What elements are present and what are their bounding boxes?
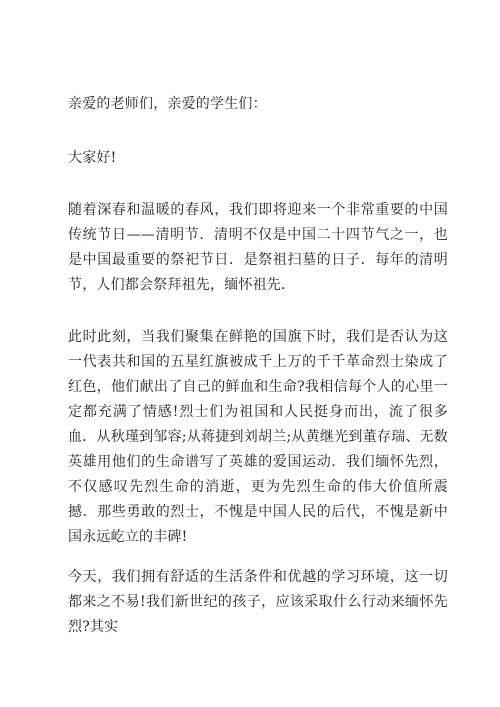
greeting-line: 亲爱的老师们，亲爱的学生们： — [68, 96, 267, 112]
paragraph-martyrs: 此时此刻，当我们聚集在鲜艳的国旗下时，我们是否认为这一代表共和国的五星红旗被成千上万的千千革命烈士染成了红色，他们献出了自己的鲜血和生命?我相信每个人的心里一定都充满了情感!烈士们为祖国和人民挺身而出，流了很多血．从秋瑾到邹容;从蒋捷到刘胡兰;从黄继光到董存瑞、无数英雄用他们的生命谱写了英雄的爱国运动．我们缅怀先烈，不仅感叹先烈生命的消逝，更为先烈生命的伟大价值所震撼．那些勇敢的烈士，不愧是中国人民的后代，不愧是新中国永远屹立的丰碑! — [68, 329, 448, 545]
paragraph-today: 今天，我们拥有舒适的生活条件和优越的学习环境，这一切都来之不易!我们新世纪的孩子，应该采取什么行动来缅怀先烈?其实 — [68, 569, 448, 635]
salutation-line: 大家好! — [68, 150, 117, 166]
paragraph-qingming-intro: 随着深春和温暖的春风，我们即将迎来一个非常重要的中国传统节日——清明节．清明不仅是中国二十四节气之一，也是中国最重要的祭祀节日．是祭祖扫墓的日子．每年的清明节，人们都会祭拜祖先，缅怀祖先． — [68, 202, 448, 293]
